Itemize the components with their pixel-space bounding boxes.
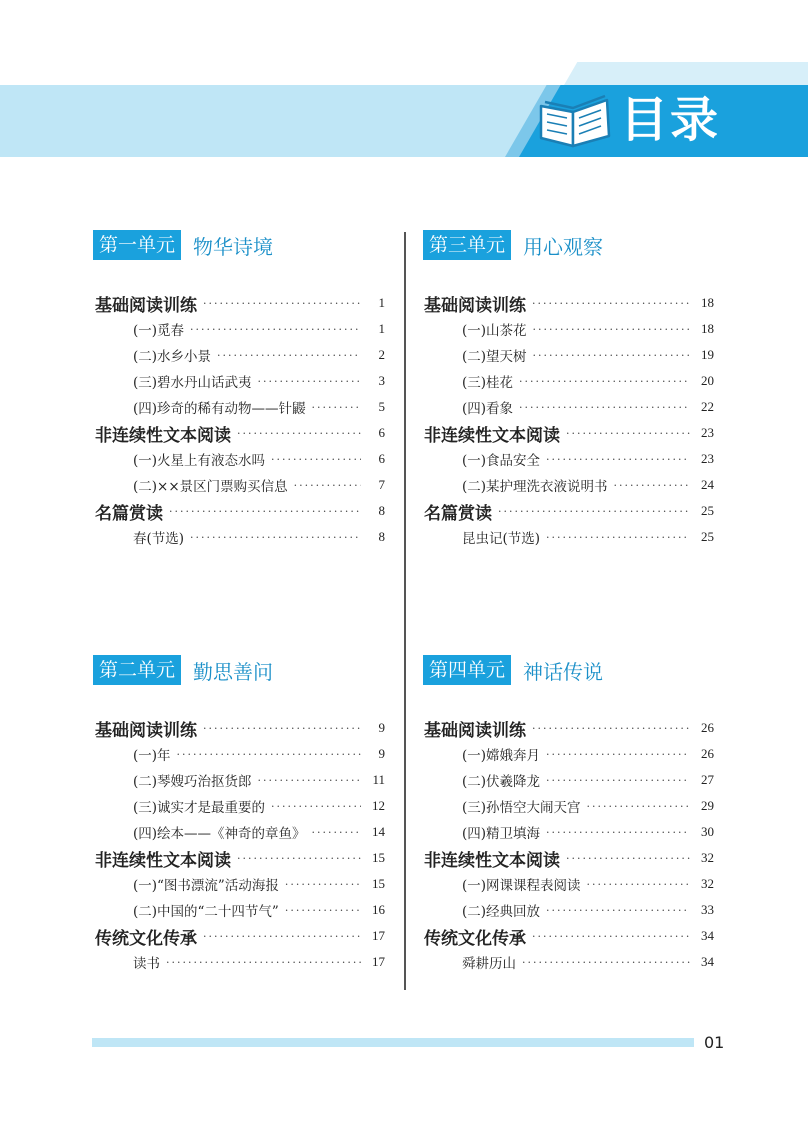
dot-leader [312, 826, 361, 839]
toc-entry[interactable] [95, 767, 385, 793]
toc-entry-page: 15 [372, 850, 385, 865]
dot-leader [285, 878, 361, 891]
toc-entry-page: 25 [701, 503, 714, 518]
unit-tag: 第三单元 [423, 230, 511, 260]
dot-leader [587, 800, 690, 813]
toc-entry[interactable] [95, 793, 385, 819]
toc-entry-label: 基础阅读训练 [95, 295, 197, 316]
toc-entry-label: 读书 [133, 956, 160, 972]
unit-tag: 第二单元 [93, 655, 181, 685]
toc-entry-label: (一)山茶花 [462, 323, 527, 339]
toc-entry-page: 24 [701, 477, 714, 492]
toc-entry-page: 2 [378, 347, 385, 362]
toc-entry-label: 非连续性文本阅读 [424, 425, 560, 446]
dot-leader [532, 930, 690, 943]
toc-entry-label: 昆虫记(节选) [462, 531, 541, 547]
toc-entry-label: (四)珍奇的稀有动物——针鼹 [133, 401, 306, 417]
unit-theme: 勤思善问 [193, 659, 274, 684]
toc-entry[interactable] [424, 715, 714, 741]
dot-leader [522, 956, 690, 969]
dot-leader [587, 878, 690, 891]
dot-leader [546, 748, 690, 761]
toc-entry-label: (一)年 [133, 748, 171, 764]
toc-entry-label: (一)“图书漂流”活动海报 [133, 878, 279, 894]
toc-entry[interactable] [424, 845, 714, 871]
toc-entry[interactable] [95, 715, 385, 741]
toc-entry-page: 33 [701, 902, 714, 917]
toc-entry[interactable] [95, 498, 385, 524]
unit-tag: 第四单元 [423, 655, 511, 685]
toc-entry-label: (一)火星上有液态水吗 [133, 453, 266, 469]
toc-entry[interactable] [424, 949, 714, 975]
toc-entry-page: 7 [378, 477, 385, 492]
toc-entry-page: 26 [701, 746, 714, 761]
toc-entry-label: 非连续性文本阅读 [424, 850, 560, 871]
toc-entry-label: (四)绘本——《神奇的章鱼》 [133, 826, 306, 842]
unit-heading [423, 230, 603, 260]
toc-entry[interactable] [95, 316, 385, 342]
footer-bar [92, 1038, 694, 1047]
toc-entry-page: 25 [701, 529, 714, 544]
toc-entry-label: (二)望天树 [462, 349, 527, 365]
toc-entry[interactable] [424, 394, 714, 420]
toc-list [424, 715, 714, 975]
dot-leader [217, 349, 361, 362]
dot-leader [258, 774, 361, 787]
toc-entry-page: 14 [372, 824, 385, 839]
toc-entry-page: 22 [701, 399, 714, 414]
toc-entry-label: (二)某护理洗衣液说明书 [462, 479, 608, 495]
toc-entry[interactable] [424, 871, 714, 897]
toc-entry-label: 传统文化传承 [424, 928, 526, 949]
dot-leader [532, 722, 690, 735]
toc-entry-page: 15 [372, 876, 385, 891]
toc-entry-label: (一)食品安全 [462, 453, 541, 469]
toc-list [424, 290, 714, 550]
toc-entry[interactable] [95, 897, 385, 923]
dot-leader [271, 800, 361, 813]
toc-list [95, 290, 385, 550]
toc-entry-page: 32 [701, 850, 714, 865]
toc-entry-page: 16 [372, 902, 385, 917]
toc-entry-page: 11 [372, 772, 385, 787]
toc-entry-label: (一)觅春 [133, 323, 185, 339]
toc-entry-page: 6 [378, 425, 385, 440]
toc-entry-page: 8 [378, 529, 385, 544]
toc-entry-page: 27 [701, 772, 714, 787]
toc-entry-page: 23 [701, 425, 714, 440]
toc-entry-label: 名篇赏读 [95, 503, 163, 524]
dot-leader [566, 427, 690, 440]
toc-entry-label: 非连续性文本阅读 [95, 425, 231, 446]
toc-entry[interactable] [424, 446, 714, 472]
toc-entry[interactable] [424, 767, 714, 793]
dot-leader [169, 505, 361, 518]
toc-entry[interactable] [424, 290, 714, 316]
unit-tag: 第一单元 [93, 230, 181, 260]
dot-leader [166, 956, 361, 969]
toc-entry-page: 8 [378, 503, 385, 518]
dot-leader [519, 401, 690, 414]
dot-leader [190, 323, 361, 336]
toc-entry[interactable] [95, 420, 385, 446]
toc-entry-label: 春(节选) [133, 531, 185, 547]
dot-leader [533, 323, 690, 336]
toc-entry-label: 名篇赏读 [424, 503, 492, 524]
toc-entry-label: (二)琴嫂巧治抠货郎 [133, 774, 252, 790]
toc-entry-label: (三)碧水丹山话武夷 [133, 375, 252, 391]
toc-entry-label: (三)诚实才是最重要的 [133, 800, 266, 816]
dot-leader [203, 722, 361, 735]
toc-entry[interactable] [95, 446, 385, 472]
toc-entry[interactable] [424, 741, 714, 767]
dot-leader [258, 375, 361, 388]
toc-entry-page: 9 [378, 746, 385, 761]
toc-entry[interactable] [424, 420, 714, 446]
toc-entry-label: (二)经典回放 [462, 904, 541, 920]
toc-entry[interactable] [424, 819, 714, 845]
toc-entry[interactable] [424, 897, 714, 923]
unit-heading [93, 655, 273, 685]
toc-entry-label: (二)中国的“二十四节气” [133, 904, 279, 920]
toc-entry[interactable] [95, 819, 385, 845]
toc-entry[interactable] [95, 845, 385, 871]
toc-entry-page: 26 [701, 720, 714, 735]
toc-entry[interactable] [95, 524, 385, 550]
toc-entry-page: 34 [701, 954, 714, 969]
toc-entry-page: 9 [378, 720, 385, 735]
toc-entry-page: 29 [701, 798, 714, 813]
page-number: 01 [704, 1033, 725, 1052]
dot-leader [285, 904, 361, 917]
toc-entry-label: (二)××景区门票购买信息 [133, 479, 288, 495]
toc-entry[interactable] [424, 923, 714, 949]
toc-entry-label: 基础阅读训练 [424, 295, 526, 316]
toc-entry-label: 非连续性文本阅读 [95, 850, 231, 871]
toc-entry-label: (三)孙悟空大闹天宫 [462, 800, 581, 816]
dot-leader [614, 479, 690, 492]
toc-entry-page: 23 [701, 451, 714, 466]
toc-entry-label: (一)网课课程表阅读 [462, 878, 581, 894]
toc-entry-label: (二)水乡小景 [133, 349, 212, 365]
column-divider [404, 232, 406, 990]
toc-entry-label: (四)精卫填海 [462, 826, 541, 842]
toc-entry[interactable] [95, 394, 385, 420]
toc-entry-page: 32 [701, 876, 714, 891]
open-book-icon [535, 92, 615, 150]
toc-entry-page: 6 [378, 451, 385, 466]
toc-entry-page: 1 [378, 295, 385, 310]
toc-entry-page: 12 [372, 798, 385, 813]
dot-leader [203, 297, 361, 310]
toc-entry-label: 传统文化传承 [95, 928, 197, 949]
toc-entry-label: 基础阅读训练 [95, 720, 197, 741]
unit-theme: 物华诗境 [193, 234, 274, 259]
dot-leader [546, 453, 690, 466]
toc-entry[interactable] [424, 342, 714, 368]
unit-heading [93, 230, 273, 260]
toc-list [95, 715, 385, 975]
dot-leader [532, 297, 690, 310]
dot-leader [546, 531, 690, 544]
unit-heading [423, 655, 603, 685]
toc-entry-page: 34 [701, 928, 714, 943]
dot-leader [271, 453, 361, 466]
dot-leader [546, 904, 690, 917]
dot-leader [190, 531, 361, 544]
toc-entry[interactable] [424, 316, 714, 342]
dot-leader [203, 930, 361, 943]
toc-entry[interactable] [95, 342, 385, 368]
dot-leader [237, 427, 361, 440]
toc-entry-page: 19 [701, 347, 714, 362]
toc-entry-page: 18 [701, 295, 714, 310]
toc-entry[interactable] [95, 741, 385, 767]
toc-entry-page: 18 [701, 321, 714, 336]
unit-theme: 用心观察 [523, 234, 604, 259]
dot-leader [177, 748, 361, 761]
dot-leader [237, 852, 361, 865]
toc-entry-page: 5 [378, 399, 385, 414]
unit-theme: 神话传说 [523, 659, 604, 684]
toc-entry-page: 17 [372, 954, 385, 969]
dot-leader [566, 852, 690, 865]
toc-entry[interactable] [95, 949, 385, 975]
toc-entry[interactable] [424, 524, 714, 550]
toc-entry[interactable] [424, 498, 714, 524]
dot-leader [546, 826, 690, 839]
toc-entry[interactable] [424, 368, 714, 394]
toc-entry-label: (一)嫦娥奔月 [462, 748, 541, 764]
toc-entry-label: 舜耕历山 [462, 956, 516, 972]
page-title: 目录 [620, 92, 721, 148]
toc-entry-label: 基础阅读训练 [424, 720, 526, 741]
toc-entry[interactable] [95, 290, 385, 316]
dot-leader [519, 375, 690, 388]
toc-entry[interactable] [95, 472, 385, 498]
toc-entry[interactable] [95, 368, 385, 394]
toc-entry[interactable] [95, 871, 385, 897]
toc-entry-label: (四)看象 [462, 401, 514, 417]
toc-entry-label: (二)伏羲降龙 [462, 774, 541, 790]
toc-entry-page: 30 [701, 824, 714, 839]
toc-entry-label: (三)桂花 [462, 375, 514, 391]
toc-entry[interactable] [424, 472, 714, 498]
dot-leader [533, 349, 690, 362]
toc-entry[interactable] [424, 793, 714, 819]
dot-leader [498, 505, 690, 518]
toc-entry-page: 1 [378, 321, 385, 336]
toc-entry-page: 3 [378, 373, 385, 388]
dot-leader [294, 479, 361, 492]
toc-entry-page: 20 [701, 373, 714, 388]
dot-leader [546, 774, 690, 787]
toc-entry-page: 17 [372, 928, 385, 943]
dot-leader [312, 401, 361, 414]
toc-entry[interactable] [95, 923, 385, 949]
